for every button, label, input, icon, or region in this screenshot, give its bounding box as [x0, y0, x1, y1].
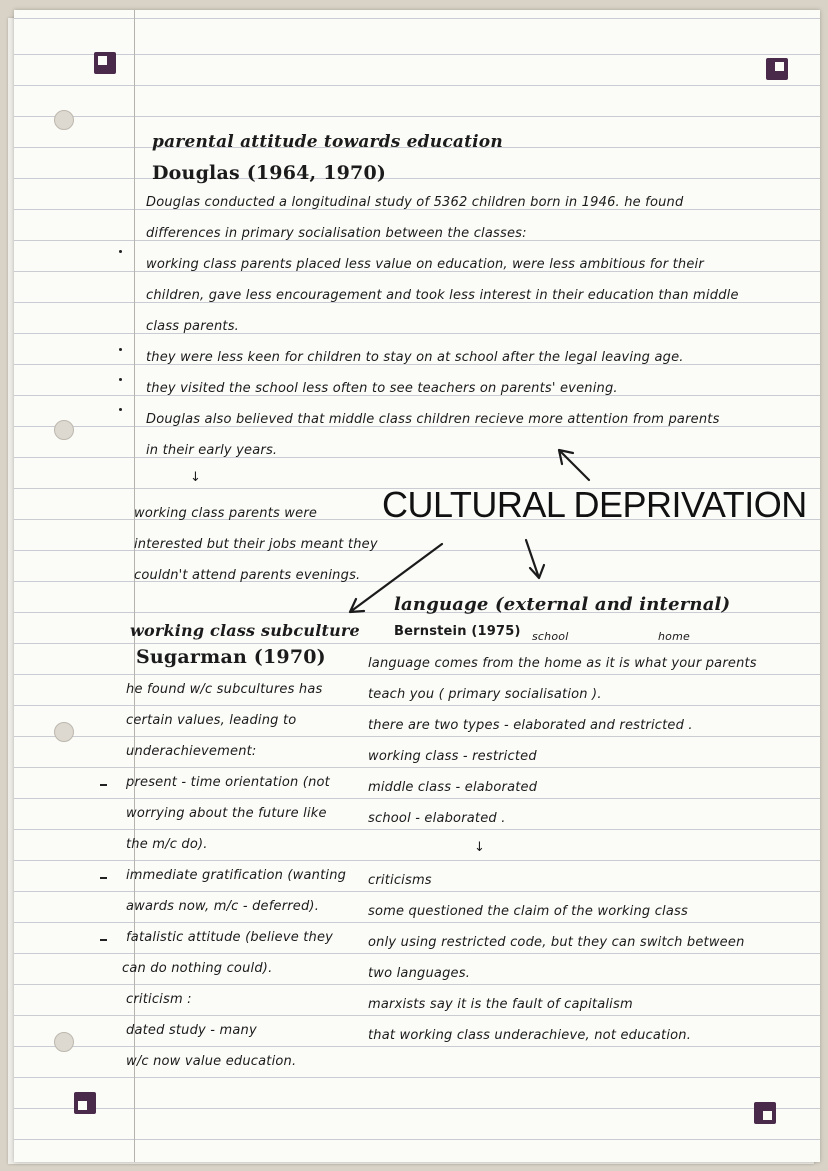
subculture-line: the m/c do).	[126, 837, 208, 852]
dash-bullet	[100, 784, 107, 786]
subculture-line: fatalistic attitude (believe they	[126, 930, 334, 945]
douglas-line: class parents.	[146, 319, 240, 334]
douglas-line: they visited the school less often to see teachers on parents' evening.	[146, 381, 618, 396]
language-line: language comes from the home as it is what your parents	[368, 656, 757, 671]
douglas-line: in their early years.	[146, 443, 278, 458]
author-douglas: Douglas (1964, 1970)	[152, 162, 387, 184]
language-title: language (external and internal)	[394, 594, 731, 615]
dash-bullet	[100, 877, 107, 879]
arrow-up-left-icon	[559, 450, 589, 480]
subculture-line: worrying about the future like	[126, 806, 327, 821]
subculture-title: working class subculture	[130, 621, 360, 640]
subculture-line: immediate gratification (wanting	[126, 868, 347, 883]
label-school: school	[532, 630, 569, 643]
douglas-line: children, gave less encouragement and took less interest in their education than middle	[146, 288, 739, 303]
down-arrow: ↓	[474, 840, 486, 855]
author-sugarman: Sugarman (1970)	[136, 646, 326, 668]
counter-point-line: couldn't attend parents evenings.	[134, 568, 361, 583]
subculture-line: he found w/c subcultures has	[126, 682, 323, 697]
criticism-line: two languages.	[368, 966, 471, 981]
subculture-line: w/c now value education.	[126, 1054, 297, 1069]
label-home: home	[658, 630, 690, 643]
douglas-line: working class parents placed less value on education, were less ambitious for their	[146, 257, 704, 272]
subculture-line: present - time orientation (not	[126, 775, 330, 790]
down-arrow: ↓	[190, 470, 202, 485]
subculture-line: dated study - many	[126, 1023, 257, 1038]
subculture-line: underachievement:	[126, 744, 257, 759]
lined-paper	[14, 10, 820, 1162]
counter-point-line: working class parents were	[134, 506, 318, 521]
language-line: middle class - elaborated	[368, 780, 538, 795]
subculture-line: certain values, leading to	[126, 713, 297, 728]
language-line: school - elaborated .	[368, 811, 506, 826]
criticisms-label: criticisms	[368, 873, 432, 888]
criticism-line: some questioned the claim of the working class	[368, 904, 688, 919]
douglas-line: they were less keen for children to stay on at school after the legal leaving age.	[146, 350, 684, 365]
douglas-line: differences in primary socialisation between the classes:	[146, 226, 527, 241]
language-line: there are two types - elaborated and restricted .	[368, 718, 693, 733]
subculture-line: criticism :	[126, 992, 192, 1007]
criticism-line: that working class underachieve, not education.	[368, 1028, 692, 1043]
central-title: CULTURAL DEPRIVATION	[382, 484, 807, 525]
subculture-line: awards now, m/c - deferred).	[126, 899, 320, 914]
dash-bullet	[100, 939, 107, 941]
connector-arrows	[14, 10, 820, 1162]
arrow-down-icon	[526, 540, 544, 578]
counter-point-line: interested but their jobs meant they	[134, 537, 378, 552]
criticism-line: only using restricted code, but they can switch between	[368, 935, 745, 950]
criticism-line: marxists say it is the fault of capitalism	[368, 997, 633, 1012]
language-line: working class - restricted	[368, 749, 537, 764]
author-bernstein: Bernstein (1975)	[394, 624, 521, 639]
language-line: teach you ( primary socialisation ).	[368, 687, 602, 702]
subculture-line: can do nothing could).	[122, 961, 273, 976]
douglas-line: Douglas conducted a longitudinal study of 5362 children born in 1946. he found	[146, 195, 684, 210]
douglas-line: Douglas also believed that middle class children recieve more attention from parents	[146, 412, 720, 427]
page-title: parental attitude towards education	[152, 132, 503, 152]
